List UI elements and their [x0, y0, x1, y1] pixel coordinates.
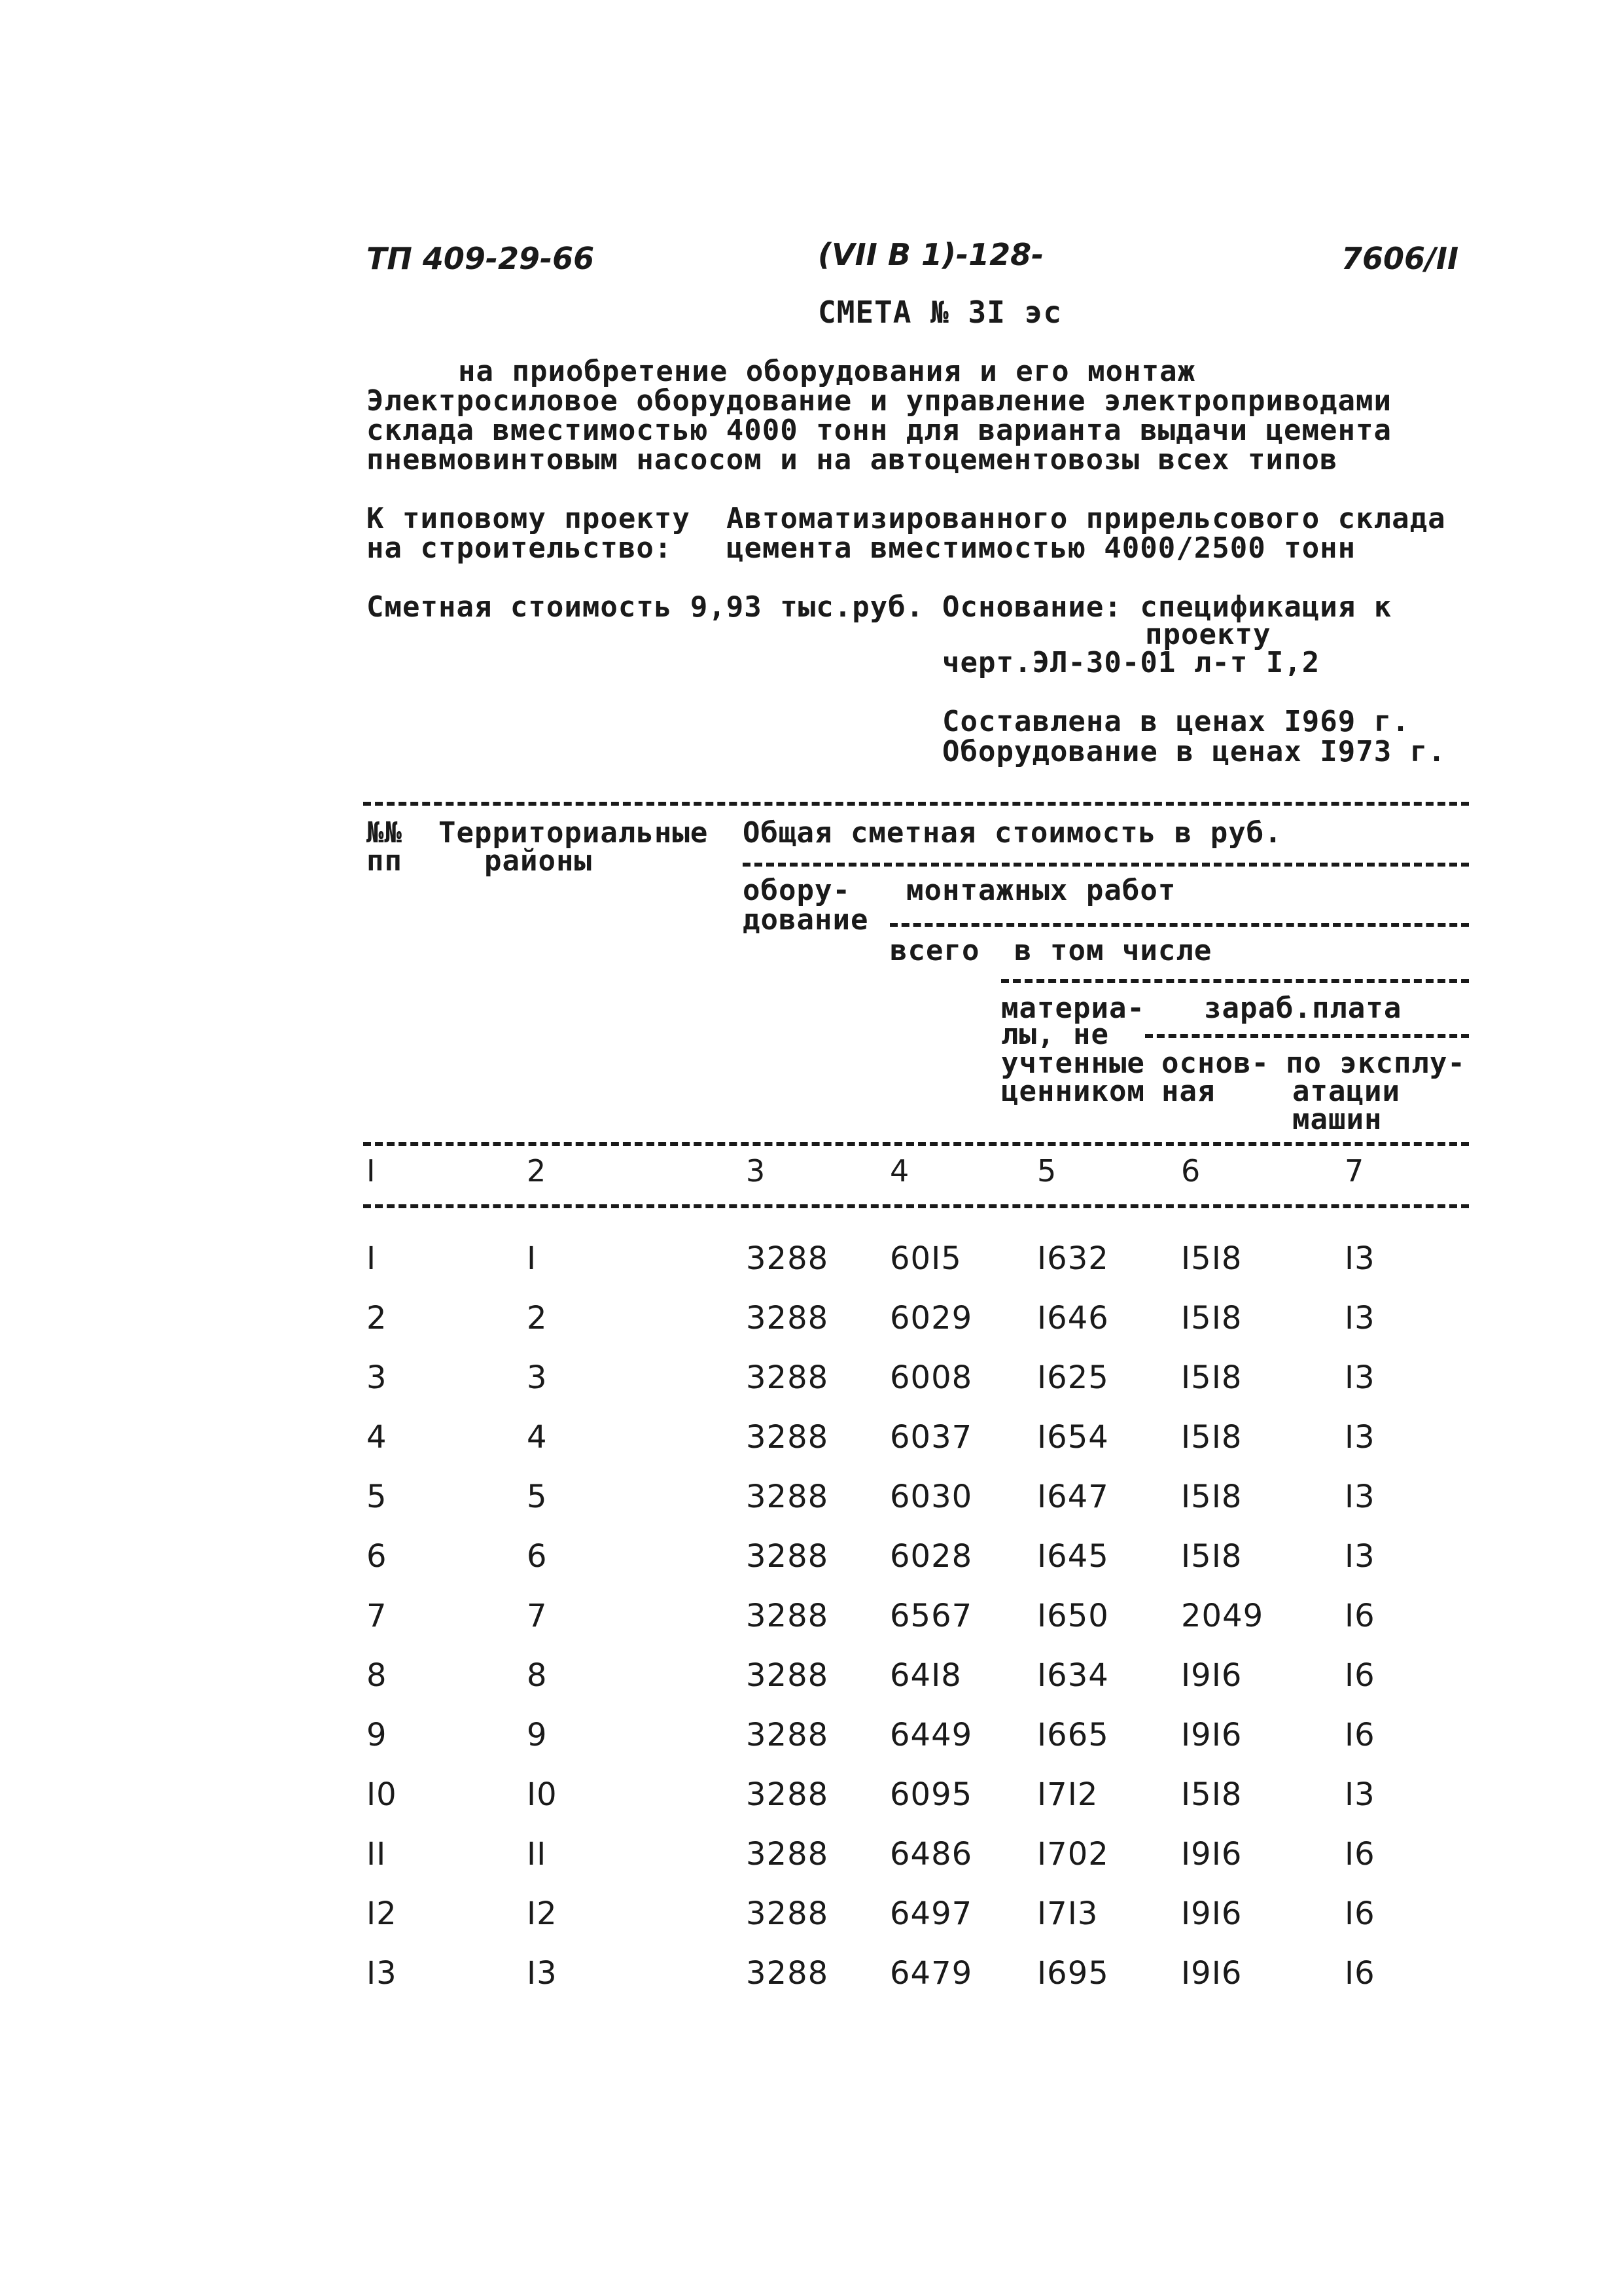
table-cell: 2: [527, 1300, 548, 1336]
header-installation: монтажных работ: [906, 874, 1176, 907]
table-cell: I9I6: [1181, 1657, 1243, 1694]
header-machines-3: машин: [1292, 1103, 1383, 1136]
rule-under-installation: [890, 923, 1469, 927]
table-cell: 4: [366, 1419, 387, 1456]
column-number-2: 2: [527, 1153, 546, 1189]
column-number-7: 7: [1345, 1153, 1364, 1189]
table-cell: I3: [1345, 1300, 1375, 1336]
description-line-3: склада вместимостью 4000 тонн для варианта выдачи цемента: [366, 414, 1392, 447]
table-cell: I0: [527, 1776, 557, 1813]
table-cell: I: [527, 1240, 537, 1277]
table-cell: 6: [366, 1538, 387, 1575]
header-total: всего: [890, 934, 980, 967]
table-cell: I7I2: [1037, 1776, 1099, 1813]
table-cell: 7: [366, 1598, 387, 1634]
table-cell: I3: [366, 1955, 397, 1992]
rule-under-including: [1001, 979, 1469, 983]
header-materials-1: материа-: [1001, 992, 1145, 1025]
basis-label: Основание: спецификация к: [942, 590, 1392, 624]
doc-code-left: ТП 409-29-66: [366, 241, 595, 276]
table-cell: I9I6: [1181, 1836, 1243, 1873]
table-cell: I3: [1345, 1240, 1375, 1277]
description-line-4: пневмовинтовым насосом и на автоцементовозы всех типов: [366, 443, 1338, 476]
table-cell: 60I5: [890, 1240, 962, 1277]
table-cell: I9I6: [1181, 1895, 1243, 1932]
table-cell: 5: [366, 1479, 387, 1515]
table-cell: 5: [527, 1479, 548, 1515]
table-cell: I625: [1037, 1359, 1109, 1396]
header-machines-2: атации: [1292, 1075, 1400, 1108]
table-cell: 9: [366, 1717, 387, 1753]
table-cell: I3: [1345, 1359, 1375, 1396]
description-line-2: Электросиловое оборудование и управление электроприводами: [366, 384, 1392, 418]
table-cell: 3288: [746, 1538, 829, 1575]
table-cell: I646: [1037, 1300, 1109, 1336]
table-cell: I2: [527, 1895, 557, 1932]
estimated-cost: Сметная стоимость 9,93 тыс.руб.: [366, 590, 925, 624]
table-cell: I650: [1037, 1598, 1109, 1634]
header-equipment-2: дование: [743, 903, 869, 937]
table-cell: 6486: [890, 1836, 973, 1873]
table-cell: I6: [1345, 1657, 1375, 1694]
table-cell: 64I8: [890, 1657, 962, 1694]
table-cell: 3288: [746, 1359, 829, 1396]
table-cell: II: [527, 1836, 547, 1873]
rule-below-column-numbers: [363, 1204, 1469, 1208]
table-cell: 3288: [746, 1419, 829, 1456]
project-label-1: К типовому проекту: [366, 502, 690, 535]
table-cell: I665: [1037, 1717, 1109, 1753]
header-equipment-1: обору-: [743, 874, 851, 907]
header-total-cost: Общая сметная стоимость в руб.: [743, 816, 1282, 850]
table-cell: 6: [527, 1538, 548, 1575]
table-cell: I5I8: [1181, 1240, 1243, 1277]
table-cell: I5I8: [1181, 1538, 1243, 1575]
table-cell: 3288: [746, 1955, 829, 1992]
table-cell: 6095: [890, 1776, 973, 1813]
column-number-5: 5: [1037, 1153, 1057, 1189]
table-cell: I5I8: [1181, 1419, 1243, 1456]
header-district-1: Территориальные: [438, 816, 709, 850]
doc-code-right: 7606/II: [1341, 241, 1459, 276]
header-materials-3: учтенные: [1001, 1047, 1145, 1080]
header-materials-2: лы, не: [1001, 1018, 1109, 1051]
table-cell: I9I6: [1181, 1955, 1243, 1992]
table-cell: I702: [1037, 1836, 1109, 1873]
table-cell: 3: [366, 1359, 387, 1396]
table-cell: 3288: [746, 1598, 829, 1634]
table-cell: II: [366, 1836, 387, 1873]
column-number-3: 3: [746, 1153, 766, 1189]
table-top-rule: [363, 802, 1469, 806]
table-cell: I5I8: [1181, 1359, 1243, 1396]
table-cell: 6449: [890, 1717, 973, 1753]
table-cell: 3288: [746, 1240, 829, 1277]
column-number-6: 6: [1181, 1153, 1201, 1189]
header-machines-1: по эксплу-: [1286, 1047, 1466, 1080]
table-cell: I645: [1037, 1538, 1109, 1575]
table-cell: I5I8: [1181, 1776, 1243, 1813]
project-value-2: цемента вместимостью 4000/2500 тонн: [726, 531, 1356, 565]
project-value-1: Автоматизированного прирельсового склада: [726, 502, 1446, 535]
project-label-2: на строительство:: [366, 531, 673, 565]
table-cell: 3288: [746, 1479, 829, 1515]
header-materials-4: ценником: [1001, 1075, 1145, 1108]
table-cell: I5I8: [1181, 1300, 1243, 1336]
table-cell: 6497: [890, 1895, 973, 1932]
table-cell: 6037: [890, 1419, 973, 1456]
table-cell: I632: [1037, 1240, 1109, 1277]
table-cell: 8: [527, 1657, 548, 1694]
table-cell: I6: [1345, 1836, 1375, 1873]
table-cell: I3: [527, 1955, 557, 1992]
basis-project: проекту: [1145, 618, 1271, 651]
header-salary: зараб.плата: [1204, 992, 1402, 1025]
basis-drawing: черт.ЭЛ-30-01 л-т I,2: [942, 646, 1320, 679]
table-cell: 3: [527, 1359, 548, 1396]
table-cell: 6030: [890, 1479, 973, 1515]
header-num-1: №№: [366, 816, 402, 850]
prices-compiled: Составлена в ценах I969 г.: [942, 705, 1410, 738]
table-cell: I695: [1037, 1955, 1109, 1992]
table-cell: I5I8: [1181, 1479, 1243, 1515]
table-cell: I9I6: [1181, 1717, 1243, 1753]
table-cell: 6029: [890, 1300, 973, 1336]
header-including: в том числе: [1014, 934, 1212, 967]
table-cell: 3288: [746, 1657, 829, 1694]
prices-equipment: Оборудование в ценах I973 г.: [942, 735, 1446, 768]
table-cell: 2049: [1181, 1598, 1264, 1634]
doc-code-center: (VII В 1)-128-: [818, 237, 1044, 272]
rule-under-total-cost: [743, 863, 1469, 867]
description-line-1: на приобретение оборудования и его монтаж: [458, 355, 1196, 388]
table-cell: I3: [1345, 1419, 1375, 1456]
table-cell: 3288: [746, 1776, 829, 1813]
rule-under-salary: [1145, 1034, 1469, 1038]
header-num-2: пп: [366, 844, 402, 878]
estimate-title: СМЕТА № 3I эс: [818, 295, 1063, 330]
table-cell: 6008: [890, 1359, 973, 1396]
table-cell: 7: [527, 1598, 548, 1634]
table-cell: I634: [1037, 1657, 1109, 1694]
table-cell: I7I3: [1037, 1895, 1099, 1932]
table-cell: I3: [1345, 1776, 1375, 1813]
table-cell: 3288: [746, 1895, 829, 1932]
table-cell: 3288: [746, 1836, 829, 1873]
column-number-4: 4: [890, 1153, 909, 1189]
table-cell: I3: [1345, 1538, 1375, 1575]
table-cell: 3288: [746, 1717, 829, 1753]
table-cell: 4: [527, 1419, 548, 1456]
header-basic-2: ная: [1161, 1075, 1216, 1108]
column-number-1: I: [366, 1153, 376, 1189]
table-cell: I: [366, 1240, 377, 1277]
table-cell: I6: [1345, 1895, 1375, 1932]
table-cell: I0: [366, 1776, 397, 1813]
table-cell: 8: [366, 1657, 387, 1694]
table-cell: 3288: [746, 1300, 829, 1336]
table-cell: I654: [1037, 1419, 1109, 1456]
table-cell: I6: [1345, 1717, 1375, 1753]
table-cell: I3: [1345, 1479, 1375, 1515]
table-cell: I2: [366, 1895, 397, 1932]
table-cell: I647: [1037, 1479, 1109, 1515]
table-cell: 6567: [890, 1598, 973, 1634]
header-district-2: районы: [484, 844, 592, 878]
rule-above-column-numbers: [363, 1142, 1469, 1146]
header-basic-1: основ-: [1161, 1047, 1269, 1080]
table-cell: 2: [366, 1300, 387, 1336]
table-cell: I6: [1345, 1955, 1375, 1992]
table-cell: I6: [1345, 1598, 1375, 1634]
table-cell: 9: [527, 1717, 548, 1753]
table-cell: 6479: [890, 1955, 973, 1992]
table-cell: 6028: [890, 1538, 973, 1575]
